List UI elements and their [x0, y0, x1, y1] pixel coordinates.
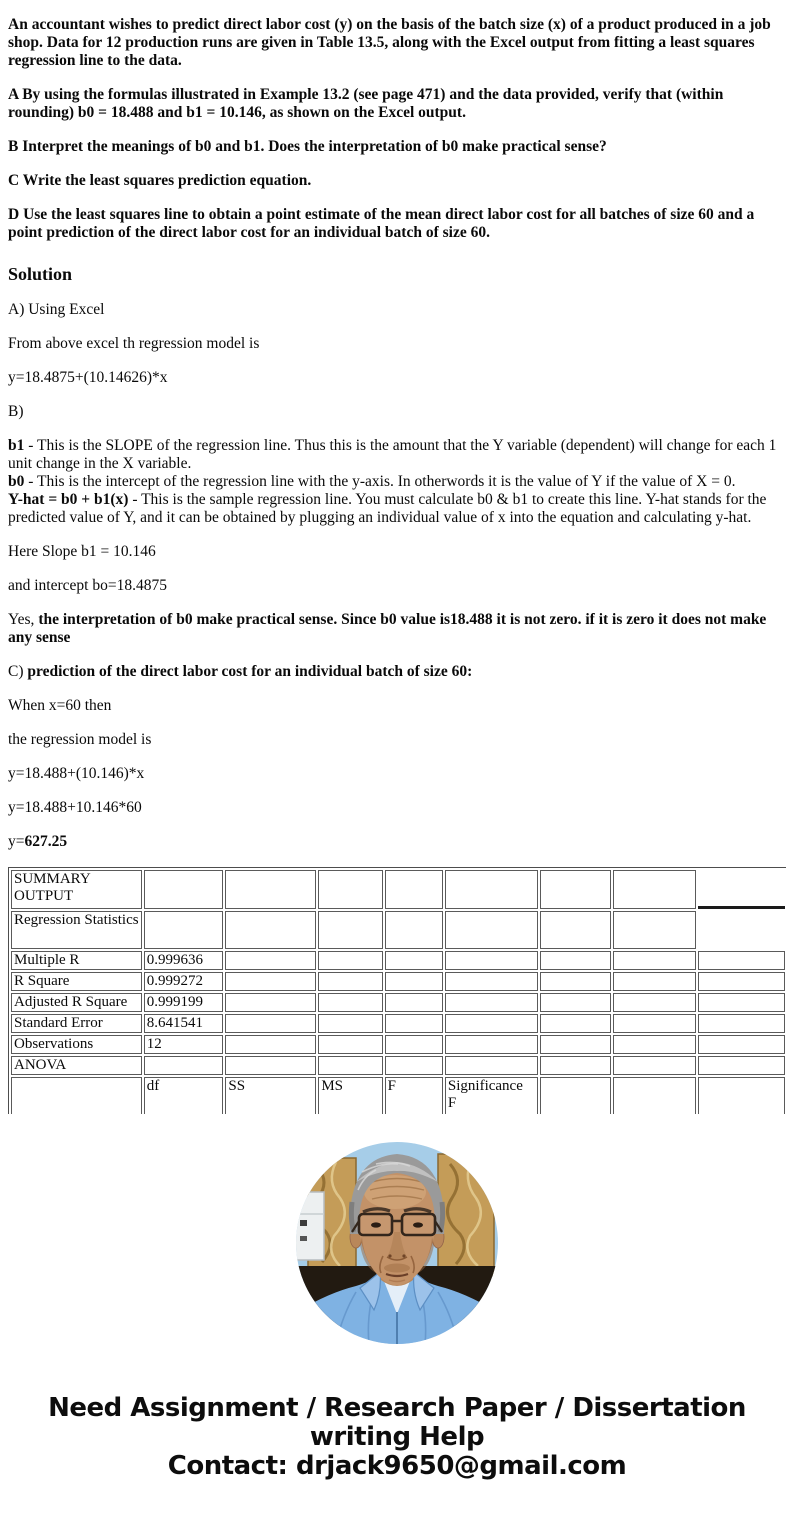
model-line2: the regression model is: [8, 731, 152, 748]
c-bold-text: prediction of the direct labor cost for an individual batch of size 60:: [27, 663, 473, 680]
table-cell: [698, 870, 785, 909]
b1-definition: [8, 437, 786, 473]
result-prefix: y=: [8, 833, 25, 850]
equation-2: y=18.488+10.146*60: [8, 799, 142, 816]
table-cell: [613, 1014, 696, 1033]
table-cell: [11, 1077, 142, 1114]
table-cell: [540, 870, 612, 909]
table-cell: SS: [225, 1077, 316, 1114]
tutor-avatar: [296, 1142, 498, 1344]
model-intro-line: From above excel th regression model is: [8, 335, 260, 352]
intercept-line: and intercept bo=18.4875: [8, 577, 167, 594]
document-page: [0, 16, 794, 1481]
table-cell: [225, 870, 316, 909]
table-cell: [698, 1077, 785, 1114]
yes-prefix: Yes,: [8, 611, 39, 628]
table-cell: [445, 1056, 538, 1075]
table-cell: [445, 972, 538, 991]
question-c: C Write the least squares prediction equation.: [8, 172, 312, 189]
table-cell: MS: [318, 1077, 382, 1114]
table-cell: df: [144, 1077, 224, 1114]
table-cell: [385, 993, 443, 1012]
b1-definition-text: - This is the SLOPE of the regression line. Thus this is the amount that the Y variable (dependent) will change for each 1 unit change in the X variable.: [8, 437, 777, 472]
table-cell: SUMMARY OUTPUT: [11, 870, 142, 909]
table-cell: Multiple R: [11, 951, 142, 970]
table-row: [11, 1056, 785, 1075]
table-cell: [318, 993, 382, 1012]
solution-c-label: [8, 663, 786, 681]
question-b: B Interpret the meanings of b0 and b1. Does the interpretation of b0 make practical sense?: [8, 138, 607, 155]
model-equation: y=18.4875+(10.14626)*x: [8, 369, 168, 386]
table-cell: [445, 1035, 538, 1054]
result-value: 627.25: [24, 833, 68, 850]
table-cell: [540, 1077, 612, 1114]
table-cell: 0.999636: [144, 951, 224, 970]
table-row: [11, 870, 785, 909]
result-line: [8, 833, 786, 851]
photo-wall-panel-right: [438, 1154, 494, 1276]
table-cell: [144, 911, 224, 949]
table-cell: Adjusted R Square: [11, 993, 142, 1012]
yhat-term: Y-hat = b0 + b1(x): [8, 491, 129, 508]
table-cell: [225, 1056, 316, 1075]
photo-eye-left: [371, 1222, 381, 1227]
footer-promo: [8, 1394, 786, 1481]
table-cell: [445, 951, 538, 970]
solution-b-label: B): [8, 403, 24, 420]
table-cell: Significance F: [445, 1077, 538, 1114]
table-cell: [445, 1014, 538, 1033]
table-row: [11, 1014, 785, 1033]
table-cell: [613, 1077, 696, 1114]
table-cell: [385, 1014, 443, 1033]
table-cell: [318, 1014, 382, 1033]
definitions-block: [8, 437, 786, 527]
photo-window-frame: [296, 1192, 324, 1260]
table-cell: [613, 993, 696, 1012]
table-cell: [385, 951, 443, 970]
table-row: [11, 911, 785, 949]
equation-1: y=18.488+(10.146)*x: [8, 765, 145, 782]
photo-eye-right: [413, 1222, 423, 1227]
table-cell: [540, 911, 612, 949]
table-cell: Standard Error: [11, 1014, 142, 1033]
table-cell: [540, 1056, 612, 1075]
summary-output-table-clip: [8, 867, 786, 1114]
table-row: [11, 972, 785, 991]
table-cell: [613, 1035, 696, 1054]
table-cell: [613, 951, 696, 970]
table-cell: [613, 972, 696, 991]
interpretation-line: [8, 611, 786, 647]
yhat-definition: [8, 491, 786, 527]
b0-definition: [8, 473, 786, 491]
tutor-photo-section: [8, 1142, 786, 1344]
table-cell: R Square: [11, 972, 142, 991]
table-cell: [698, 1014, 785, 1033]
table-row: [11, 1077, 785, 1114]
table-cell: [698, 911, 785, 949]
table-cell: [318, 951, 382, 970]
table-cell: [540, 1014, 612, 1033]
interpretation-bold-text: the interpretation of b0 make practical sense. Since b0 value is18.488 it is not zero. if it is zero it does not make any sense: [8, 611, 767, 646]
table-cell: [385, 911, 443, 949]
table-cell: [698, 1056, 785, 1075]
b0-definition-text: - This is the intercept of the regression line with the y-axis. In otherwords it is the value of Y if the value of X = 0.: [24, 473, 736, 490]
table-cell: [613, 1056, 696, 1075]
table-cell: [225, 951, 316, 970]
slope-line: Here Slope b1 = 10.146: [8, 543, 156, 560]
table-cell: [225, 993, 316, 1012]
table-cell: [445, 993, 538, 1012]
table-cell: ANOVA: [11, 1056, 142, 1075]
table-cell: [225, 911, 316, 949]
photo-mustache-shadow: [384, 1264, 410, 1273]
b1-term: b1: [8, 437, 25, 454]
table-cell: [540, 1035, 612, 1054]
table-row: [11, 993, 785, 1012]
table-cell: [144, 870, 224, 909]
table-cell: Observations: [11, 1035, 142, 1054]
footer-line-1: Need Assignment / Research Paper / Dissertation: [48, 1393, 746, 1423]
question-d: D Use the least squares line to obtain a point estimate of the mean direct labor cost for all batches of size 60 and a point prediction of the direct labor cost for an individual batch of size 60.: [8, 206, 755, 241]
solution-heading: Solution: [8, 264, 73, 284]
b0-term: b0: [8, 473, 25, 490]
table-cell: Regression Statistics: [11, 911, 142, 949]
table-cell: [385, 1056, 443, 1075]
table-cell: [540, 993, 612, 1012]
table-cell: [613, 870, 696, 909]
when-line: When x=60 then: [8, 697, 112, 714]
question-a: A By using the formulas illustrated in Example 13.2 (see page 471) and the data provided, verify that (within rounding) b0 = 18.488 and b1 = 10.146, as shown on the Excel output.: [8, 86, 724, 121]
table-cell: [385, 1035, 443, 1054]
table-cell: [385, 972, 443, 991]
table-cell: [698, 972, 785, 991]
table-cell: [385, 870, 443, 909]
table-cell: [318, 1035, 382, 1054]
c-prefix: C): [8, 663, 28, 680]
table-cell: 8.641541: [144, 1014, 224, 1033]
table-cell: [698, 993, 785, 1012]
table-cell: [613, 911, 696, 949]
table-cell: [445, 911, 538, 949]
table-cell: [318, 870, 382, 909]
table-cell: [225, 1035, 316, 1054]
summary-output-table: [8, 867, 786, 1114]
table-cell: [540, 951, 612, 970]
table-cell: [225, 1014, 316, 1033]
table-cell: [698, 951, 785, 970]
table-cell: 0.999199: [144, 993, 224, 1012]
table-cell: [698, 1035, 785, 1054]
table-row: [11, 1035, 785, 1054]
table-cell: 0.999272: [144, 972, 224, 991]
table-cell: [318, 1056, 382, 1075]
table-cell: [540, 972, 612, 991]
intro-paragraph: An accountant wishes to predict direct labor cost (y) on the basis of the batch size (x) of a product produced in a job shop. Data for 12 production runs are given in Table 13.5, along with the Excel output from fitting a least squares regression line to the data.: [8, 16, 771, 69]
table-cell: [225, 972, 316, 991]
table-cell: 12: [144, 1035, 224, 1054]
table-row: [11, 951, 785, 970]
table-cell: [318, 911, 382, 949]
table-cell: [318, 972, 382, 991]
yhat-definition-text: - This is the sample regression line. You must calculate b0 & b1 to create this line. Y-hat stands for the predicted value of Y, and it can be obtained by plugging an individual value of x into the equation and calculating y-hat.: [8, 491, 767, 526]
table-cell: [445, 870, 538, 909]
table-cell: F: [385, 1077, 443, 1114]
footer-contact-email: Contact: drjack9650@gmail.com: [167, 1451, 627, 1481]
solution-a-label: A) Using Excel: [8, 301, 105, 318]
table-cell: [144, 1056, 224, 1075]
footer-line-2: writing Help: [309, 1422, 485, 1452]
